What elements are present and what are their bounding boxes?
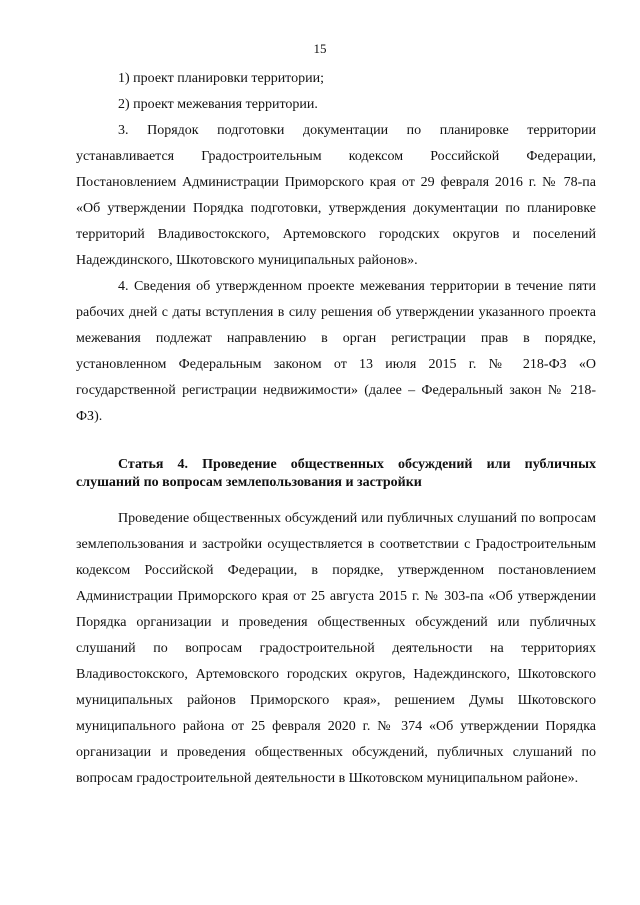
paragraph-documentation-procedure: 3. Порядок подготовки документации по планировке территории устанавливается Градостроительным кодексом Российской Федерации, Постановлением Администрации Приморского края от 29 февраля 2016 г. № 78-па «Об утверждении Порядка подготовки, утверждения документации по планировке территорий Владивостокского, Артемовского городских округов и поселений Надеждинского, Шкотовского муниципальных районов». — [76, 123, 596, 268]
article-4-body: Проведение общественных обсуждений или публичных слушаний по вопросам землепользования и застройки осуществляется в соответствии с Градостроительным кодексом Российской Федерации, в порядке, утвержденном постановлением Администрации Приморского края от 25 августа 2015 г. № 303-па «Об утверждении Порядка организации и проведения общественных обсуждений или публичных слушаний по вопросам градостроительной деятельности на территориях Владивостокского, Артемовского городских округов, Надеждинского, Шкотовского муниципальных районов Приморского края», решением Думы Шкотовского муниципального района от 25 февраля 2020 г. № 374 «Об утверждении Порядка организации и проведения общественных обсуждений, публичных слушаний по вопросам градостроительной деятельности в Шкотовском муниципальном районе». — [76, 511, 596, 786]
article-4-heading: Статья 4. Проведение общественных обсуждений или публичных слушаний по вопросам землепользования и застройки — [76, 457, 596, 490]
list-item-surveying-project: 2) проект межевания территории. — [118, 97, 318, 112]
paragraph-surveying-information: 4. Сведения об утвержденном проекте межевания территории в течение пяти рабочих дней с даты вступления в силу решения об утверждении указанного проекта межевания подлежат направлению в орган регистрации прав в порядке, установленном Федеральным законом от 13 июля 2015 г. № 218-ФЗ «О государственной регистрации недвижимости» (далее – Федеральный закон № 218-ФЗ). — [76, 279, 596, 424]
page-number: 15 — [313, 41, 327, 56]
list-item-planning-project: 1) проект планировки территории; — [118, 71, 324, 86]
page-content — [76, 66, 596, 792]
